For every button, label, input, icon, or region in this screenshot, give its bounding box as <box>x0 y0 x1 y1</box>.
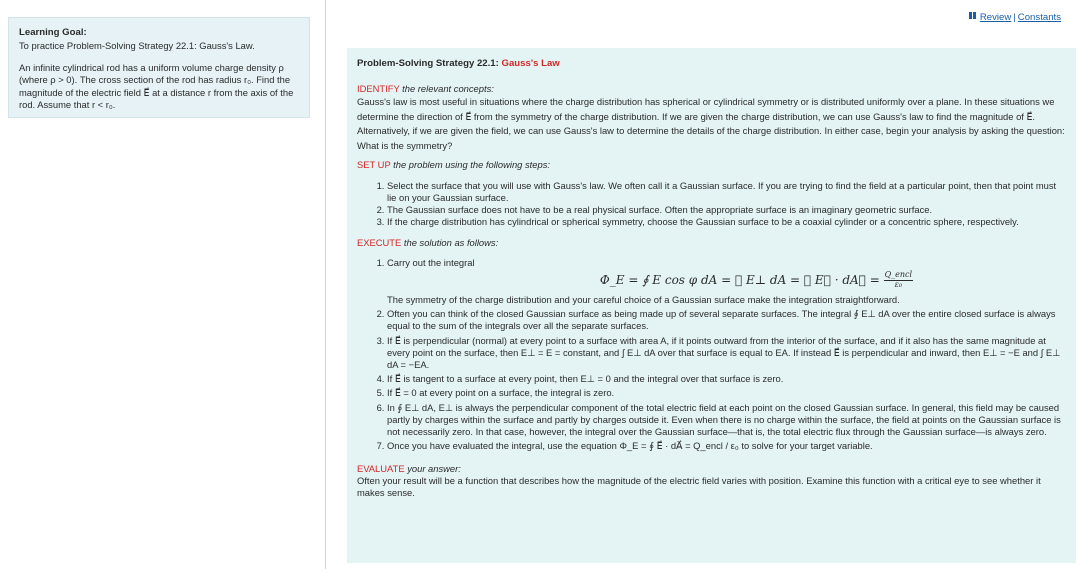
panel-divider <box>325 0 326 569</box>
equation-numerator: Q_encl <box>884 270 913 280</box>
setup-heading <box>357 159 1066 171</box>
execute-step-7: 7. Once you have evaluated the integral, use the equation Φ_E = ∮ E⃗ · dA⃗ = Q_encl / ε₀ to solve for your target variable. <box>387 440 1066 452</box>
constants-link[interactable]: Constants <box>1017 11 1061 23</box>
execute-step-2: 2. Often you can think of the closed Gaussian surface as being made up of several separate surfaces. The integral ∮ E⊥ dA over the entire closed surface is always equal to the sum of the integrals over all the separate surfaces. <box>387 308 1066 332</box>
strategy-title-prefix: Problem-Solving Strategy 22.1: <box>357 58 499 69</box>
evaluate-subtitle: your answer: <box>407 462 461 474</box>
execute-heading <box>357 237 1066 249</box>
execute-list <box>357 257 1066 452</box>
setup-step-3: 3. If the charge distribution has cylindrical or spherical symmetry, choose the Gaussian surface to be a coaxial cylinder or a concentric sphere, respectively. <box>387 216 1066 228</box>
review-link[interactable]: Review <box>979 11 1012 23</box>
gauss-law-equation <box>387 271 1066 290</box>
review-bars-icon <box>969 11 977 24</box>
equation-lhs: Φ_E = ∮ E cos φ dA = ∮ E⊥ dA = ∮ E⃗ · dA⃗ = <box>599 273 880 288</box>
execute-subtitle: the solution as follows: <box>403 236 499 248</box>
learning-goal-panel <box>8 17 310 118</box>
execute-step-1 <box>387 257 1066 306</box>
evaluate-heading <box>357 463 1066 475</box>
execute-step-6: 6. In ∮ E⊥ dA, E⊥ is always the perpendicular component of the total electric field at each point on the closed Gaussian surface. In general, this field may be caused partly by charges within the surface and partly by charges outside it. Even when there is no charge within the surface, the field at points on the Gaussian surface is not necessarily zero. In that case, however, the integral over the Gaussian surface—that is, the total electric flux through the Gaussian surface—is always zero. <box>387 402 1066 439</box>
strategy-title-name: Gauss's Law <box>501 58 560 69</box>
setup-list <box>357 180 1066 229</box>
equation-denominator: ε₀ <box>894 280 903 290</box>
execute-step-1-intro: Carry out the integral <box>387 257 475 269</box>
top-links <box>969 11 1061 25</box>
identify-heading <box>357 83 1066 95</box>
learning-goal-title: Learning Goal: <box>19 27 87 38</box>
setup-step-1: 1. Select the surface that you will use with Gauss's law. We often call it a Gaussian surface. If you are trying to find the field at a particular point, then that point must lie on your Gaussian surface. <box>387 180 1066 204</box>
identify-keyword: IDENTIFY <box>357 82 400 94</box>
evaluate-text: Often your result will be a function that describes how the magnitude of the electric field varies with position. Examine this function with a critical eye to see whether it makes sense. <box>357 474 1041 499</box>
execute-step-5: 5. If E⃗ = 0 at every point on a surface, the integral is zero. <box>387 387 1066 399</box>
strategy-panel <box>347 48 1076 563</box>
execute-step-1-after: The symmetry of the charge distribution and your careful choice of a Gaussian surface make the integration straightforward. <box>387 293 900 305</box>
link-separator: | <box>1013 11 1016 23</box>
setup-keyword: SET UP <box>357 159 391 171</box>
execute-step-4: 4. If E⃗ is tangent to a surface at every point, then E⊥ = 0 and the integral over that surface is zero. <box>387 373 1066 385</box>
learning-goal-text: To practice Problem-Solving Strategy 22.1: Gauss's Law. <box>19 39 255 51</box>
setup-subtitle: the problem using the following steps: <box>393 159 551 171</box>
equation-fraction <box>884 271 913 290</box>
execute-keyword: EXECUTE <box>357 236 402 248</box>
execute-section <box>357 257 1066 452</box>
evaluate-keyword: EVALUATE <box>357 462 405 474</box>
identify-subtitle: the relevant concepts: <box>402 82 494 94</box>
setup-step-2: 2. The Gaussian surface does not have to be a real physical surface. Often the appropriate surface is an imaginary geometric surface. <box>387 204 1066 216</box>
identify-text: Gauss's law is most useful in situations where the charge distribution has spherical or cylindrical symmetry or is distributed uniformly over a plane. In these situations we determine the direction of E⃗ from the symmetry of the charge distribution. If we are given the charge distribution, we can use Gauss's law to find the magnitude of E⃗. Alternatively, if we are given the field, we can use Gauss's law to determine the details of the charge distribution. In either case, begin your analysis by asking the question: What is the symmetry? <box>357 96 1065 151</box>
strategy-title <box>357 58 1066 71</box>
execute-step-3: 3. If E⃗ is perpendicular (normal) at every point to a surface with area A, if it points outward from the interior of the surface, and if it also has the same magnitude at every point on the surface, then E⊥ = E = constant, and ∫ E⊥ dA over that surface is equal to EA. If instead E⃗ is perpendicular and inward, then E⊥ = −E and ∫ E⊥ dA = −EA. <box>387 335 1066 372</box>
problem-statement: An infinite cylindrical rod has a uniform volume charge density ρ (where ρ > 0). The cross section of the rod has radius r₀. Find the magnitude of the electric field E⃗ at a distance r from the axis of the rod. Assume that r < r₀. <box>19 62 294 111</box>
